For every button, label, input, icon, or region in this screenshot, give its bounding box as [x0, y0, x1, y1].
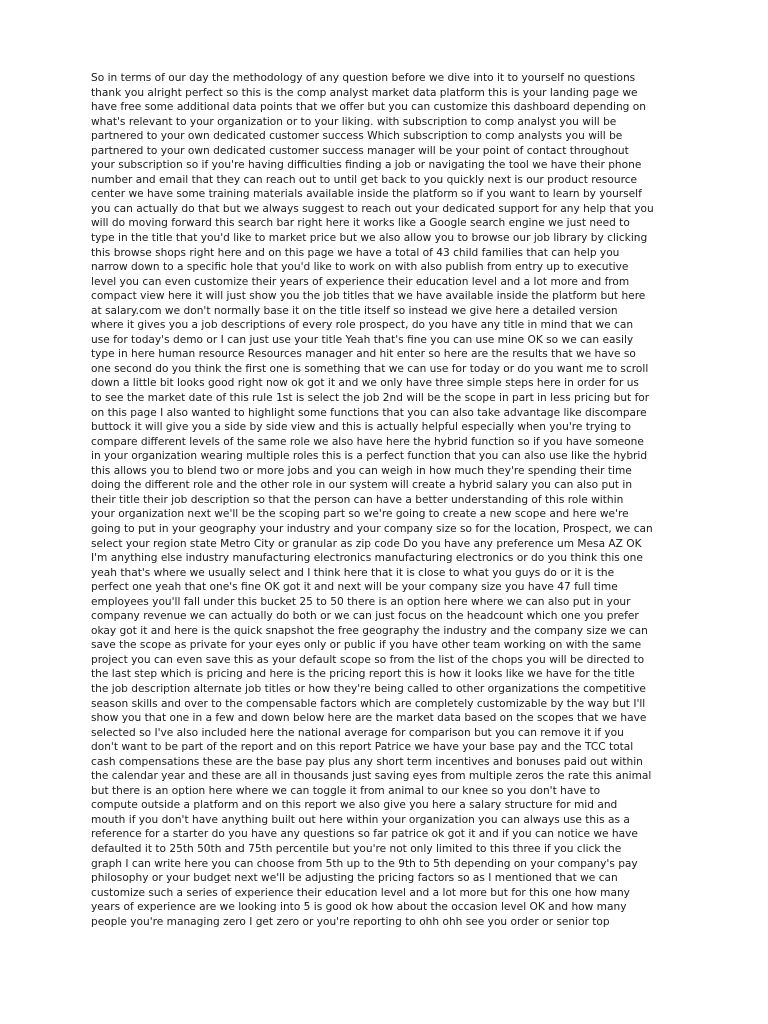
text-line: number and email that they can reach out to until get back to you quickly next is our product resource [91, 173, 638, 186]
text-line: save the scope as private for your eyes only or public if you have other team working on with the same [91, 639, 642, 652]
text-line: years of experience are we looking into 5 is good ok how about the occasion level OK and how many [91, 901, 627, 914]
text-line: going to put in your geography your industry and your company size so for the location, Prospect, we can [91, 522, 653, 535]
text-line: narrow down to a specific hole that you'd like to work on with also publish from entry up to executive [91, 261, 629, 274]
text-line: philosophy or your budget next we'll be adjusting the pricing factors so as I mentioned that we can [91, 872, 618, 885]
text-line: season skills and over to the compensable factors which are completely customizable by the way but I'll [91, 697, 646, 710]
text-line: at salary.com we don't normally base it on the title itself so instead we give here a detailed version [91, 304, 618, 317]
text-line: doing the different role and the other role in our system will create a hybrid salary you can also put in [91, 479, 633, 492]
text-line: to see the market date of this rule 1st is select the job 2nd will be the scope in part in less pricing but for [91, 392, 650, 405]
text-line: one second do you think the first one is something that we can use for today or do you want me to scroll [91, 362, 649, 375]
text-line: mouth if you don't have anything built out here within your organization you can always use this as a [91, 813, 630, 826]
text-line: your subscription so if you're having difficulties finding a job or navigating the tool we have their phone [91, 159, 642, 172]
text-line: the calendar year and these are all in thousands just saving eyes from multiple zeros the rate this animal [91, 770, 652, 783]
text-line: you can actually do that but we always suggest to reach out your dedicated support for any help that you [91, 202, 654, 215]
text-line: but there is an option here where we can toggle it from animal to our knee so you don't have to [91, 784, 601, 797]
transcript-text-block [91, 71, 691, 929]
text-line: compare different levels of the same role we also have here the hybrid function so if you have someone [91, 435, 644, 448]
text-line: type in here human resource Resources manager and hit enter so here are the results that we have so [91, 348, 636, 361]
text-line: use for today's demo or I can just use your title Yeah that's fine you can use mine OK so we can easily [91, 333, 634, 346]
text-line: down a little bit looks good right now ok got it and we only have three simple steps here in order for us [91, 377, 639, 390]
text-line: center we have some training materials available inside the platform so if you want to learn by yourself [91, 188, 642, 201]
text-line: company revenue we can actually do both or we can just focus on the headcount which one you prefer [91, 610, 639, 623]
text-line: buttock it will give you a side by side view and this is actually helpful especially when you're trying to [91, 421, 631, 434]
text-line: I'm anything else industry manufacturing electronics manufacturing electronics or do you think this one [91, 552, 643, 565]
text-line: where it gives you a job descriptions of every role prospect, do you have any title in mind that we can [91, 319, 634, 332]
text-line: graph I can write here you can choose from 5th up to the 9th to 5th depending on your company's pay [91, 857, 638, 870]
text-line: in your organization wearing multiple roles this is a perfect function that you can also use like the hybrid [91, 450, 648, 463]
text-line: reference for a starter do you have any questions so far patrice ok got it and if you can notice we have [91, 828, 638, 841]
text-line: their title their job description so that the person can have a better understanding of this role within [91, 493, 624, 506]
text-line: partnered to your own dedicated customer success manager will be your point of contact throughout [91, 144, 629, 157]
text-line: employees you'll fall under this bucket 25 to 50 there is an option here where we can also put in your [91, 595, 631, 608]
text-line: yeah that's where we usually select and I think here that it is close to what you guys do or it is the [91, 566, 615, 579]
text-line: your organization next we'll be the scoping part so we're going to create a new scope and here we're [91, 508, 629, 521]
text-line: this browse shops right here and on this page we have a total of 43 child families that can help you [91, 246, 620, 259]
text-line: okay got it and here is the quick snapshot the free geography the industry and the company size we can [91, 624, 648, 637]
text-line: customize such a series of experience their education level and a lot more but for this one how many [91, 886, 630, 899]
text-line: the job description alternate job titles or how they're being called to other organizations the competitive [91, 682, 646, 695]
text-line: perfect one yeah that one's fine OK got it and next will be your company size you have 47 full time [91, 581, 618, 594]
text-line: cash compensations these are the base pay plus any short term incentives and bonuses paid out within [91, 755, 643, 768]
text-line: compute outside a platform and on this report we also give you here a salary structure for mid and [91, 799, 618, 812]
text-line: compact view here it will just show you the job titles that we have available inside the platform but here [91, 290, 646, 303]
text-line: what's relevant to your organization or to your liking. with subscription to comp analyst you will be [91, 115, 617, 128]
text-line: people you're managing zero I get zero or you're reporting to ohh ohh see you order or senior top [91, 915, 610, 928]
text-line: this allows you to blend two or more jobs and you can weigh in how much they're spending their time [91, 464, 632, 477]
text-line: project you can even save this as your default scope so from the list of the chops you will be directed to [91, 653, 645, 666]
text-line: partnered to your own dedicated customer success Which subscription to comp analysts you will be [91, 130, 623, 143]
text-line: level you can even customize their years of experience their education level and a lot more and from [91, 275, 630, 288]
text-line: show you that one in a few and down below here are the market data based on the scopes that we have [91, 712, 647, 725]
text-line: type in the title that you'd like to market price but we also allow you to browse our job library by clicking [91, 232, 648, 245]
text-line: will do moving forward this search bar right here it works like a Google search engine we just need to [91, 217, 630, 230]
text-line: defaulted it to 25th 50th and 75th percentile but you're not only limited to this three if you click the [91, 842, 622, 855]
text-line: select your region state Metro City or granular as zip code Do you have any preference um Mesa AZ OK [91, 537, 642, 550]
text-line: selected so I've also included here the national average for comparison but you can remove it if you [91, 726, 624, 739]
text-line: thank you alright perfect so this is the comp analyst market data platform this is your landing page we [91, 86, 638, 99]
text-line: on this page I also wanted to highlight some functions that you can also take advantage like discompare [91, 406, 647, 419]
text-line: have free some additional data points that we offer but you can customize this dashboard depending on [91, 101, 646, 114]
text-line: the last step which is pricing and here is the pricing report this is how it looks like we have for the title [91, 668, 635, 681]
text-line: don't want to be part of the report and on this report Patrice we have your base pay and the TCC total [91, 741, 634, 754]
text-line: So in terms of our day the methodology of any question before we dive into it to yourself no questions [91, 72, 636, 84]
